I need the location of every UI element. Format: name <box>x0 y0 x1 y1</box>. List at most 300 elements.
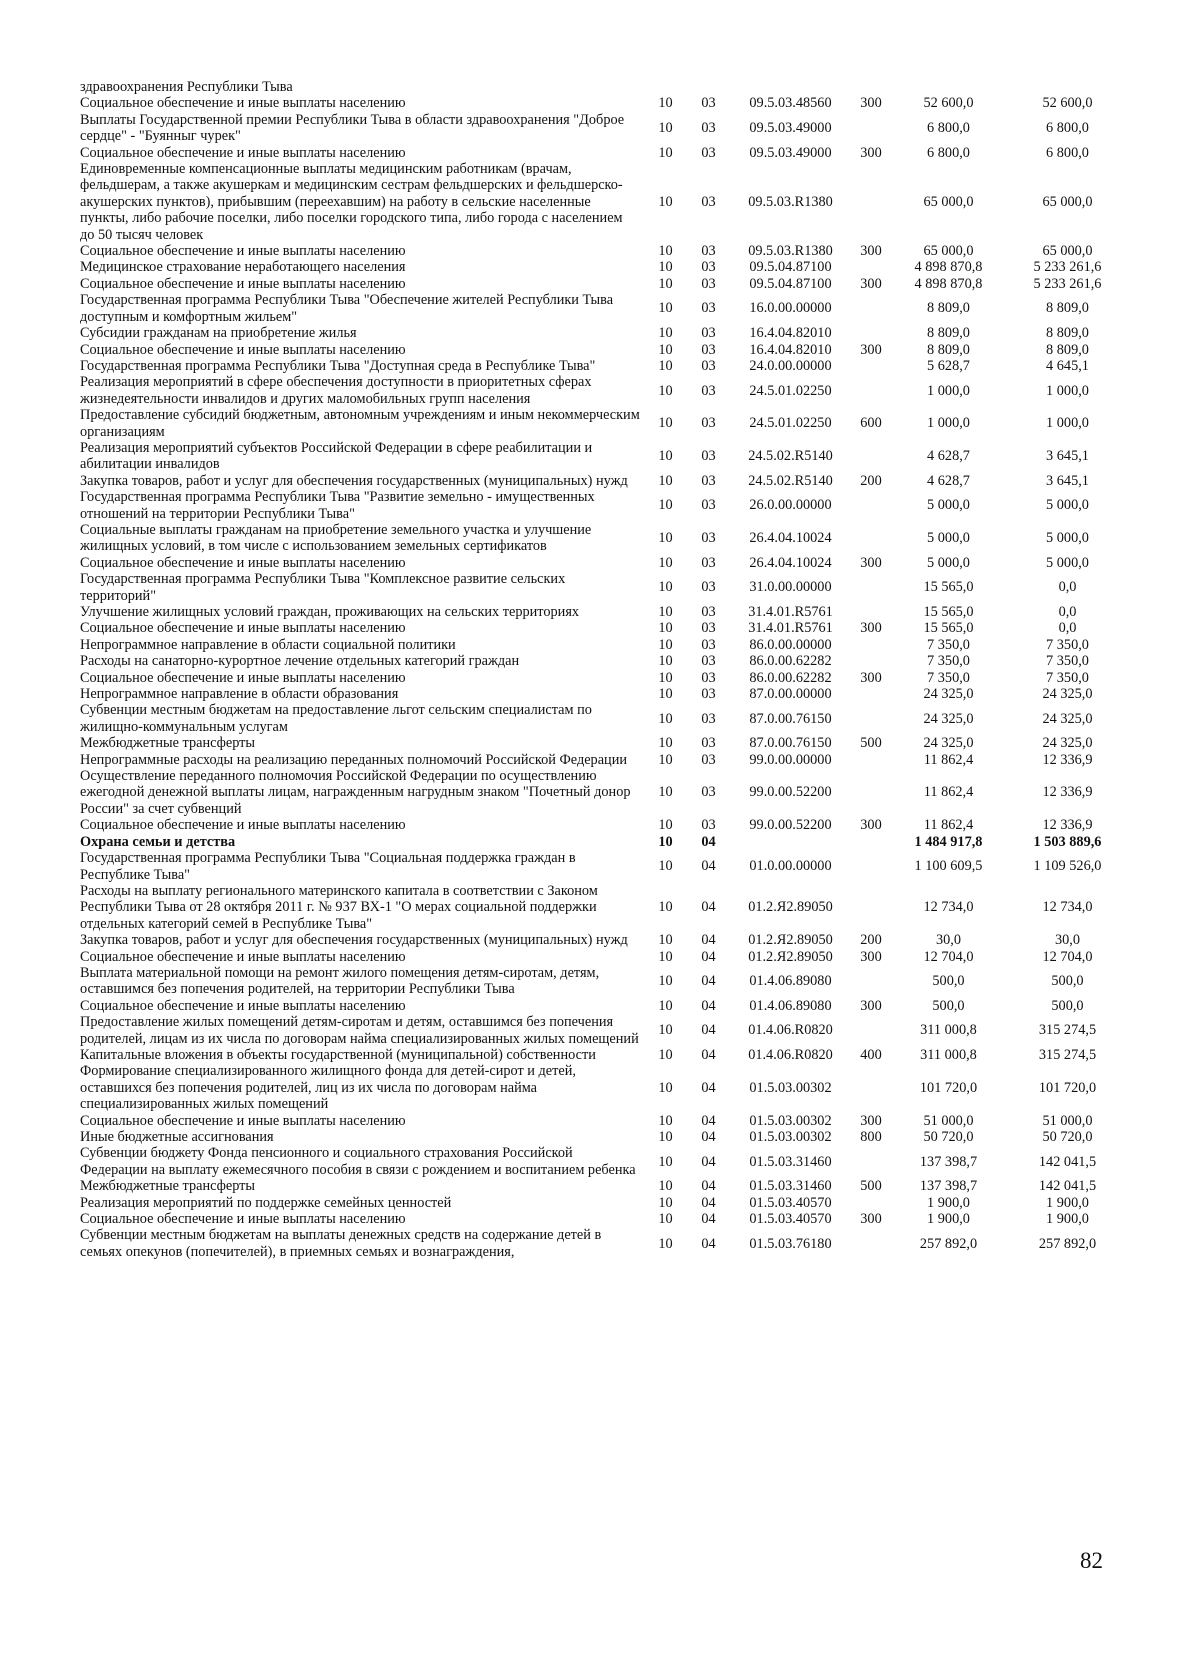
row-amount-year1: 1 000,0 <box>927 415 970 432</box>
table-row <box>80 1014 1129 1047</box>
table-row <box>80 374 1129 407</box>
row-amount-year1: 51 000,0 <box>923 1112 974 1129</box>
row-section: 10 <box>658 300 673 317</box>
row-target-article: 09.5.04.87100 <box>749 259 832 276</box>
row-section: 10 <box>658 497 673 514</box>
row-amount-year2: 12 336,9 <box>1042 817 1093 834</box>
row-subsection: 04 <box>701 973 716 990</box>
row-name: Иные бюджетные ассигнования <box>80 1129 274 1145</box>
row-amount-year2: 5 000,0 <box>1046 554 1089 571</box>
row-amount-year2: 500,0 <box>1051 973 1084 990</box>
row-amount-year2: 8 809,0 <box>1046 325 1089 342</box>
row-section: 10 <box>658 817 673 834</box>
row-target-article: 26.4.04.10024 <box>749 554 832 571</box>
row-target-article: 09.5.03.48560 <box>749 95 832 112</box>
row-amount-year2: 6 800,0 <box>1046 120 1089 137</box>
row-amount-year1: 11 862,4 <box>923 784 974 801</box>
row-subsection: 03 <box>701 259 716 276</box>
row-section: 10 <box>658 193 673 210</box>
row-target-article: 09.5.03.R1380 <box>748 193 833 210</box>
row-name: Социальное обеспечение и иные выплаты населению <box>80 1211 406 1228</box>
row-expense-type <box>851 571 891 604</box>
row-target-article: 86.0.00.62282 <box>749 669 832 686</box>
row-expense-type: 300 <box>860 144 882 161</box>
row-target-article: 86.0.00.00000 <box>749 636 832 653</box>
row-section: 10 <box>658 554 673 571</box>
row-subsection: 03 <box>701 382 716 399</box>
row-expense-type <box>851 161 891 243</box>
row-target-article: 24.5.01.02250 <box>749 382 832 399</box>
row-expense-type <box>851 965 891 998</box>
row-amount-year1: 137 398,7 <box>919 1178 978 1195</box>
row-section: 10 <box>658 604 673 620</box>
row-amount-year2: 4 645,1 <box>1046 357 1089 374</box>
row-amount-year1: 500,0 <box>932 997 965 1014</box>
row-expense-type: 300 <box>860 95 882 112</box>
table-row <box>80 850 1129 883</box>
row-target-article: 26.0.00.00000 <box>749 497 832 514</box>
row-amount-year2: 24 325,0 <box>1042 686 1093 703</box>
row-amount-year1: 30,0 <box>935 932 962 949</box>
table-row <box>80 358 1129 374</box>
row-expense-type <box>851 604 891 620</box>
row-subsection: 03 <box>701 784 716 801</box>
row-subsection: 04 <box>701 1112 716 1129</box>
table-row <box>80 1113 1129 1129</box>
row-amount-year1: 5 000,0 <box>927 554 970 571</box>
table-row <box>80 768 1129 817</box>
row-section: 10 <box>658 1129 673 1145</box>
row-amount-year1: 1 000,0 <box>927 382 970 399</box>
row-amount-year1: 101 720,0 <box>919 1079 978 1096</box>
row-section: 10 <box>658 735 673 752</box>
page-number: 82 <box>1080 1548 1103 1573</box>
row-expense-type <box>851 358 891 374</box>
row-name: Субсидии гражданам на приобретение жилья <box>80 325 357 342</box>
table-row <box>80 1227 1129 1260</box>
row-amount-year2: 0,0 <box>1058 604 1077 620</box>
row-section: 10 <box>658 120 673 137</box>
row-subsection: 03 <box>701 636 716 653</box>
row-target-article: 01.4.06.89080 <box>749 997 832 1014</box>
row-expense-type: 300 <box>860 1211 882 1228</box>
row-amount-year1: 24 325,0 <box>923 686 974 703</box>
row-amount-year1: 65 000,0 <box>923 243 974 260</box>
row-expense-type: 800 <box>860 1129 882 1145</box>
row-name: Государственная программа Республики Тыва "Развитие земельно - имущественных отношений на территории Республики Тыва" <box>80 489 595 522</box>
row-amount-year2: 6 800,0 <box>1046 144 1089 161</box>
row-expense-type: 300 <box>860 620 882 637</box>
row-amount-year1: 5 000,0 <box>927 497 970 514</box>
row-section: 10 <box>658 833 673 850</box>
table-row <box>80 1047 1129 1063</box>
row-subsection: 03 <box>701 497 716 514</box>
row-amount-year2: 30,0 <box>1054 932 1081 949</box>
row-section: 10 <box>658 472 673 489</box>
row-section: 10 <box>658 1046 673 1063</box>
row-section: 10 <box>658 899 673 916</box>
row-name: Социальное обеспечение и иные выплаты населению <box>80 620 406 637</box>
row-target-article: 87.0.00.76150 <box>749 735 832 752</box>
row-section: 10 <box>658 1178 673 1195</box>
row-name: Охрана семьи и детства <box>80 833 236 850</box>
row-amount-year2: 1 109 526,0 <box>1033 858 1102 875</box>
row-amount-year2: 257 892,0 <box>1038 1235 1097 1252</box>
row-section: 10 <box>658 973 673 990</box>
row-subsection: 04 <box>701 1079 716 1096</box>
row-subsection: 03 <box>701 243 716 260</box>
table-row <box>80 752 1129 768</box>
row-target-article: 24.5.02.R5140 <box>748 448 833 465</box>
row-amount-year1: 6 800,0 <box>927 144 970 161</box>
row-name: Социальное обеспечение и иные выплаты населению <box>80 243 406 260</box>
row-target-article: 16.0.00.00000 <box>749 300 832 317</box>
row-subsection: 03 <box>701 604 716 620</box>
row-subsection: 03 <box>701 735 716 752</box>
row-expense-type: 300 <box>860 275 882 292</box>
row-name: Социальное обеспечение и иные выплаты населению <box>80 1112 406 1129</box>
row-expense-type: 500 <box>860 735 882 752</box>
row-section: 10 <box>658 95 673 112</box>
row-target-article: 09.5.03.49000 <box>749 144 832 161</box>
row-subsection: 04 <box>701 932 716 949</box>
row-amount-year2: 50 720,0 <box>1042 1129 1093 1145</box>
row-name: Непрограммное направление в области образования <box>80 686 399 703</box>
row-amount-year1: 1 900,0 <box>927 1211 970 1228</box>
row-expense-type <box>851 1014 891 1047</box>
row-subsection: 03 <box>701 95 716 112</box>
row-subsection: 03 <box>701 686 716 703</box>
row-expense-type <box>851 768 891 817</box>
table-row <box>80 637 1129 653</box>
row-target-article: 99.0.00.52200 <box>749 817 832 834</box>
row-name: Социальное обеспечение и иные выплаты населению <box>80 948 406 965</box>
row-expense-type <box>851 259 891 275</box>
row-amount-year1: 52 600,0 <box>923 95 974 112</box>
row-target-article: 24.5.02.R5140 <box>748 472 833 489</box>
row-target-article: 01.5.03.00302 <box>749 1079 832 1096</box>
table-row <box>80 686 1129 702</box>
row-section: 10 <box>658 710 673 727</box>
row-target-article: 09.5.03.R1380 <box>748 243 833 260</box>
row-expense-type <box>851 653 891 669</box>
table-row <box>80 95 1129 111</box>
row-expense-type: 300 <box>860 243 882 260</box>
row-section: 10 <box>658 997 673 1014</box>
table-row <box>80 259 1129 275</box>
row-expense-type <box>851 374 891 407</box>
table-row <box>80 1211 1129 1227</box>
row-amount-year2: 5 233 261,6 <box>1033 259 1102 276</box>
row-target-article: 01.5.03.31460 <box>749 1153 832 1170</box>
row-section: 10 <box>658 1112 673 1129</box>
row-target-article: 99.0.00.00000 <box>749 751 832 768</box>
table-row <box>80 949 1129 965</box>
row-amount-year2: 24 325,0 <box>1042 735 1093 752</box>
row-subsection: 03 <box>701 710 716 727</box>
table-row <box>80 489 1129 522</box>
row-subsection: 03 <box>701 751 716 768</box>
row-amount-year1: 1 484 917,8 <box>914 833 983 850</box>
row-expense-type <box>851 440 891 473</box>
table-row <box>80 1145 1129 1178</box>
row-expense-type: 500 <box>860 1178 882 1195</box>
table-row <box>80 440 1129 473</box>
row-amount-year2: 24 325,0 <box>1042 710 1093 727</box>
table-row <box>80 834 1129 850</box>
row-name: Социальные выплаты гражданам на приобретение земельного участка и улучшение жилищных условий, в том числе с использованием земельных сертификатов <box>80 521 592 555</box>
row-subsection: 03 <box>701 472 716 489</box>
row-amount-year1: 4 628,7 <box>927 448 970 465</box>
row-amount-year2: 315 274,5 <box>1038 1046 1097 1063</box>
row-name: Выплата материальной помощи на ремонт жилого помещения детям-сиротам, детям, оставшимся без попечения родителей, на территории Республики Тыва <box>80 964 600 998</box>
row-amount-year2: 7 350,0 <box>1046 653 1089 670</box>
row-name: Улучшение жилищных условий граждан, проживающих на сельских территориях <box>80 604 580 620</box>
row-subsection: 03 <box>701 325 716 342</box>
row-subsection: 03 <box>701 144 716 161</box>
row-name: здравоохранения Республики Тыва <box>80 79 293 95</box>
table-row <box>80 932 1129 948</box>
row-section: 10 <box>658 243 673 260</box>
row-subsection: 03 <box>701 530 716 547</box>
row-name: Государственная программа Республики Тыва "Комплексное развитие сельских территорий" <box>80 571 566 604</box>
row-expense-type <box>851 883 891 932</box>
row-subsection: 03 <box>701 448 716 465</box>
row-section: 10 <box>658 415 673 432</box>
row-section: 10 <box>658 275 673 292</box>
table-row <box>80 342 1129 358</box>
row-expense-type <box>851 686 891 702</box>
row-section: 10 <box>658 448 673 465</box>
row-amount-year2: 7 350,0 <box>1046 636 1089 653</box>
table-row <box>80 473 1129 489</box>
row-amount-year2: 1 000,0 <box>1046 382 1089 399</box>
row-subsection: 03 <box>701 415 716 432</box>
row-amount-year2: 51 000,0 <box>1042 1112 1093 1129</box>
table-row <box>80 325 1129 341</box>
row-amount-year1: 24 325,0 <box>923 710 974 727</box>
row-name: Социальное обеспечение и иные выплаты населению <box>80 275 406 292</box>
row-name: Социальное обеспечение и иные выплаты населению <box>80 997 406 1014</box>
row-amount-year2: 3 645,1 <box>1046 448 1089 465</box>
row-expense-type <box>851 702 891 735</box>
row-target-article: 01.4.06.89080 <box>749 973 832 990</box>
row-amount-year1: 11 862,4 <box>923 817 974 834</box>
row-amount-year1: 24 325,0 <box>923 735 974 752</box>
row-expense-type <box>851 850 891 883</box>
row-target-article: 26.4.04.10024 <box>749 530 832 547</box>
row-subsection: 03 <box>701 653 716 670</box>
row-expense-type: 300 <box>860 341 882 358</box>
row-amount-year1: 311 000,8 <box>920 1022 977 1039</box>
row-name: Социальное обеспечение и иные выплаты населению <box>80 144 406 161</box>
table-row <box>80 112 1129 145</box>
row-expense-type <box>851 112 891 145</box>
table-row <box>80 1195 1129 1211</box>
row-subsection: 03 <box>701 341 716 358</box>
row-target-article: 16.4.04.82010 <box>749 341 832 358</box>
row-section: 10 <box>658 357 673 374</box>
row-target-article: 01.5.03.00302 <box>749 1112 832 1129</box>
row-name: Реализация мероприятий по поддержке семейных ценностей <box>80 1194 452 1211</box>
table-row <box>80 883 1129 932</box>
row-amount-year2: 5 000,0 <box>1046 530 1089 547</box>
row-amount-year1: 65 000,0 <box>923 193 974 210</box>
row-amount-year2: 12 336,9 <box>1042 784 1093 801</box>
row-section: 10 <box>658 784 673 801</box>
row-section: 10 <box>658 1079 673 1096</box>
table-row <box>80 702 1129 735</box>
row-subsection: 04 <box>701 1153 716 1170</box>
row-name: Социальное обеспечение и иные выплаты населению <box>80 817 406 834</box>
row-amount-year2: 0,0 <box>1058 579 1077 596</box>
row-section: 10 <box>658 636 673 653</box>
table-row <box>80 243 1129 259</box>
row-expense-type <box>851 834 891 850</box>
row-target-article: 09.5.03.49000 <box>749 120 832 137</box>
table-row <box>80 407 1129 440</box>
row-amount-year1: 5 628,7 <box>927 357 970 374</box>
row-amount-year2: 12 704,0 <box>1042 948 1093 965</box>
table-row <box>80 670 1129 686</box>
row-subsection: 04 <box>701 858 716 875</box>
table-row <box>80 276 1129 292</box>
row-target-article: 16.4.04.82010 <box>749 325 832 342</box>
budget-table-body <box>80 79 1129 1260</box>
row-subsection: 03 <box>701 669 716 686</box>
row-expense-type <box>851 1195 891 1211</box>
row-expense-type: 300 <box>860 554 882 571</box>
table-row <box>80 571 1129 604</box>
table-row <box>80 653 1129 669</box>
row-amount-year1: 8 809,0 <box>927 300 970 317</box>
row-section: 10 <box>658 1022 673 1039</box>
row-section: 10 <box>658 259 673 276</box>
row-name: Межбюджетные трансферты <box>80 735 256 752</box>
row-target-article <box>730 79 851 95</box>
row-amount-year1 <box>891 79 1006 95</box>
row-target-article: 01.2.Я2.89050 <box>748 932 833 949</box>
row-name: Формирование специализированного жилищного фонда для детей-сирот и детей, оставшихся без попечения родителей, лиц из их числа по договорам найма специализированных жилых помещений <box>80 1063 576 1113</box>
row-expense-type: 300 <box>860 817 882 834</box>
row-amount-year1: 8 809,0 <box>927 325 970 342</box>
budget-table <box>80 79 1129 1260</box>
row-expense-type <box>851 489 891 522</box>
row-section: 10 <box>658 620 673 637</box>
row-target-article: 01.5.03.31460 <box>749 1178 832 1195</box>
row-amount-year1: 1 100 609,5 <box>914 858 983 875</box>
row-expense-type <box>851 292 891 325</box>
row-name: Непрограммные расходы на реализацию переданных полномочий Российской Федерации <box>80 751 628 768</box>
row-name: Социальное обеспечение и иные выплаты населению <box>80 95 406 112</box>
row-name: Социальное обеспечение и иные выплаты населению <box>80 341 406 358</box>
table-row <box>80 522 1129 555</box>
row-name: Государственная программа Республики Тыва "Доступная среда в Республике Тыва" <box>80 357 596 374</box>
table-row <box>80 292 1129 325</box>
row-target-article: 24.5.01.02250 <box>749 415 832 432</box>
row-amount-year1: 15 565,0 <box>923 604 974 620</box>
row-section: 10 <box>658 1194 673 1211</box>
row-amount-year2: 315 274,5 <box>1038 1022 1097 1039</box>
table-row <box>80 965 1129 998</box>
row-subsection: 03 <box>701 275 716 292</box>
row-target-article: 01.2.Я2.89050 <box>748 948 833 965</box>
row-subsection: 04 <box>701 1046 716 1063</box>
table-row <box>80 604 1129 620</box>
row-section: 10 <box>658 1211 673 1228</box>
row-subsection: 03 <box>701 120 716 137</box>
row-amount-year2: 0,0 <box>1058 620 1077 637</box>
row-name: Реализация мероприятий в сфере обеспечения доступности в приоритетных сферах жизнедеятельности инвалидов и других маломобильных групп населения <box>80 374 592 407</box>
row-amount-year2: 8 809,0 <box>1046 341 1089 358</box>
row-amount-year2: 142 041,5 <box>1038 1178 1097 1195</box>
row-expense-type: 200 <box>860 472 882 489</box>
row-name: Непрограммное направление в области социальной политики <box>80 636 456 653</box>
row-expense-type: 300 <box>860 669 882 686</box>
row-target-article: 01.5.03.40570 <box>749 1211 832 1228</box>
row-name: Государственная программа Республики Тыва "Обеспечение жителей Республики Тыва доступным и комфортным жильем" <box>80 292 614 325</box>
row-amount-year1: 137 398,7 <box>919 1153 978 1170</box>
row-amount-year2: 12 734,0 <box>1042 899 1093 916</box>
row-section: 10 <box>658 948 673 965</box>
row-target-article: 87.0.00.76150 <box>749 710 832 727</box>
row-amount-year1: 4 628,7 <box>927 472 970 489</box>
row-amount-year2: 1 900,0 <box>1046 1211 1089 1228</box>
row-subsection: 03 <box>701 300 716 317</box>
row-amount-year2: 52 600,0 <box>1042 95 1093 112</box>
row-name: Государственная программа Республики Тыва "Социальная поддержка граждан в Республике Тыва" <box>80 850 576 883</box>
row-amount-year1: 257 892,0 <box>919 1235 978 1252</box>
row-subsection: 03 <box>701 193 716 210</box>
row-amount-year2: 5 233 261,6 <box>1033 275 1102 292</box>
row-section: 10 <box>658 653 673 670</box>
row-expense-type: 300 <box>860 997 882 1014</box>
table-row <box>80 620 1129 636</box>
row-target-article: 01.5.03.76180 <box>749 1235 832 1252</box>
row-amount-year2: 65 000,0 <box>1042 243 1093 260</box>
row-expense-type: 200 <box>860 932 882 949</box>
row-name: Субвенции местным бюджетам на выплаты денежных средств на содержание детей в семьях опекунов (попечителей), в приемных семьях и вознаграждения, <box>80 1227 602 1260</box>
table-row <box>80 1063 1129 1112</box>
row-name: Закупка товаров, работ и услуг для обеспечения государственных (муниципальных) нужд <box>80 472 628 489</box>
row-expense-type: 300 <box>860 948 882 965</box>
row-section: 10 <box>658 669 673 686</box>
row-target-article: 01.4.06.R0820 <box>748 1022 833 1039</box>
row-section <box>644 79 687 95</box>
row-expense-type <box>851 1145 891 1178</box>
row-subsection: 04 <box>701 899 716 916</box>
row-amount-year1: 7 350,0 <box>927 653 970 670</box>
table-row <box>80 1178 1129 1194</box>
row-expense-type <box>851 637 891 653</box>
row-name: Осуществление переданного полномочия Российской Федерации по осуществлению ежегодной денежной выплаты лицам, награжденным нагрудным знаком "Почетный донор России" за счет субвенций <box>80 768 631 817</box>
row-name: Единовременные компенсационные выплаты медицинским работникам (врачам, фельдшерам, а также акушеркам и медицинским сестрам фельдшерских и фельдшерско-акушерских пунктов), прибывшим (переехавшим) на работу в сельские населенные пункты, либо рабочие поселки, либо поселки городского типа, либо города с населением до 50 тысяч человек <box>80 161 623 243</box>
row-expense-type <box>851 522 891 555</box>
row-name: Социальное обеспечение и иные выплаты населению <box>80 669 406 686</box>
row-subsection <box>687 79 730 95</box>
row-amount-year2: 65 000,0 <box>1042 193 1093 210</box>
row-subsection: 04 <box>701 1211 716 1228</box>
row-amount-year2: 1 503 889,6 <box>1033 833 1102 850</box>
row-section: 10 <box>658 341 673 358</box>
row-name: Межбюджетные трансферты <box>80 1178 256 1195</box>
table-row <box>80 79 1129 95</box>
row-name: Капитальные вложения в объекты государственной (муниципальной) собственности <box>80 1046 596 1063</box>
row-subsection: 04 <box>701 1178 716 1195</box>
budget-table-container <box>80 79 1125 1260</box>
row-name: Предоставление субсидий бюджетным, автономным учреждениям и иным некоммерческим организациям <box>80 407 640 440</box>
row-amount-year1: 15 565,0 <box>923 579 974 596</box>
